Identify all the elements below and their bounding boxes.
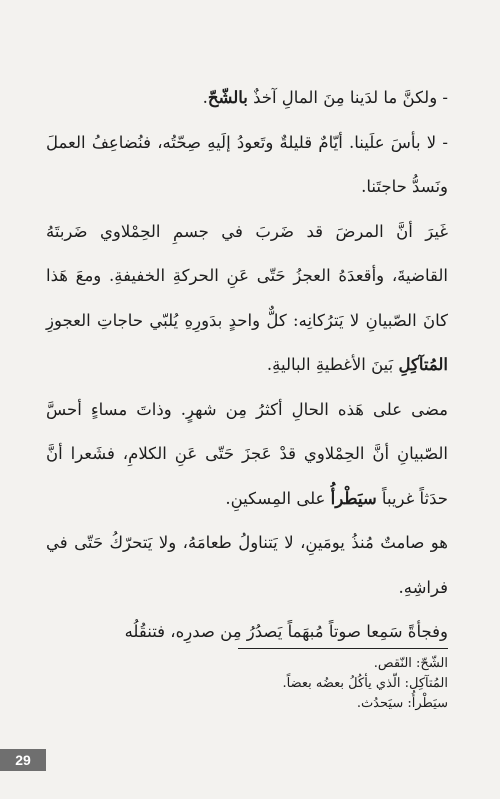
term-ashshuh: بالشّحّ [207,88,248,107]
footnotes [148,654,448,714]
page-number-badge [0,749,46,771]
page-number: 29 [15,752,31,768]
term-sayatra: سيَطْرأُ [330,488,377,508]
term-almutakil: المُتآكِلِ [398,355,448,374]
paragraph-3: غَيرَ أنَّ المرضَ قد ضَربَ في جسمِ الحِمْلاوي ضَربتَهُ القاضيةَ، وأقعدَهُ العجزُ حَتّى عَنِ الحركةِ الخفيفةِ. ومعَ هَذا كانَ الصّبيانِ لا يَترُكانِه: كلٌّ واحدٍ بدَورِهِ يُلبّي حاجاتِ العجوزِ المُتآكِلِ بَينَ الأغطيةِ الباليةِ. [46,221,448,374]
body-text [46,76,448,655]
paragraph-1: - ولكنَّ ما لدَينا مِنَ المالِ آخذٌ بالشّحّ. [202,88,448,107]
footnote-divider [238,648,448,649]
footnote-1: الشّحّ: النّقص. [373,656,448,671]
footnote-2: المُتآكِل: الّذي يأكُلُ بعضُه بعضاً. [282,676,448,691]
paragraph-2: - لا بأسَ علَينا. أيّامٌ قليلةٌ وتَعودُ إلَيهِ صِحّتُه، فنُضاعِفُ العملَ ونَسدُّ حاجتَنا. [46,132,448,196]
paragraph-5: هو صامتٌ مُنذُ يومَينِ، لا يَتناولُ طعامَهُ، ولا يَتحرّكُ حَتّى في فراشِهِ. [46,533,448,597]
paragraph-4: مضى على هَذه الحالِ أكثرُ مِن شهرٍ. وذاتَ مساءٍ أحسَّ الصّبيانِ أنَّ الحِمْلاوي قدْ عَجزَ حَتّى عَنِ الكلامِ، فشَعرا أنَّ حدَثاً غريباً سيَطْرأُ على المِسكينِ. [46,399,448,508]
paragraph-6: وفجأةً سَمِعا صوتاً مُبهَماً يَصدُرُ مِن صدرِه، فتنقُلُه [124,622,448,641]
footnote-3: سيَطْرأُ: سيَحدُث. [356,696,448,711]
